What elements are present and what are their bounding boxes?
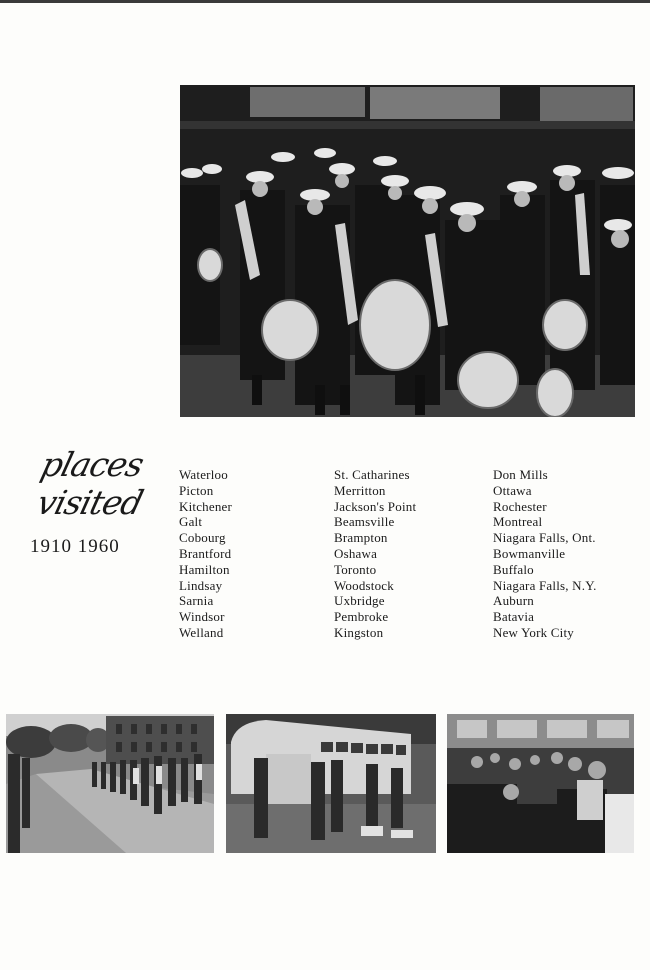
place-item: Woodstock [334,577,394,593]
places-column-3 [493,467,597,641]
place-item: Beamsville [334,514,395,530]
place-item: Pembroke [334,609,389,625]
place-item: Niagara Falls, Ont. [493,530,596,546]
place-item: Brantford [179,545,232,561]
place-item: Montreal [493,514,543,530]
place-item: Galt [179,514,203,530]
place-item: Sarnia [179,593,214,609]
place-item: Jackson's Point [334,498,417,514]
place-item: Niagara Falls, N.Y. [493,577,597,593]
place-item: Waterloo [179,467,228,482]
place-item: Toronto [334,561,377,577]
place-item: Brampton [334,530,388,546]
heading-line-1: places [37,445,148,484]
places-column-2 [334,467,416,641]
place-item: Oshawa [334,545,378,561]
bus-display-photo [226,714,436,853]
place-item: Ottawa [493,482,532,498]
place-item: New York City [493,624,574,640]
place-item: Uxbridge [334,593,385,609]
place-item: Lindsay [179,577,223,593]
place-item: Batavia [493,609,535,625]
place-item: Welland [179,624,224,640]
place-item: Kingston [334,624,384,640]
places-column-1 [179,467,232,641]
place-item: St. Catharines [334,467,410,482]
place-item: Don Mills [493,467,548,482]
place-item: Kitchener [179,498,233,514]
heading-line-2: visited [33,483,147,522]
place-item: Merritton [334,482,386,498]
heading-years: 1910 1960 [30,536,120,557]
place-item: Bowmanville [493,545,566,561]
place-item: Auburn [493,593,534,609]
place-item: Buffalo [493,561,534,577]
bus-interior-photo [447,714,634,853]
band-photo [180,85,635,417]
place-item: Windsor [179,609,225,625]
place-item: Picton [179,482,214,498]
page-top-edge [0,0,650,3]
parade-photo [6,714,214,853]
place-item: Rochester [493,498,547,514]
place-item: Hamilton [179,561,230,577]
place-item: Cobourg [179,530,226,546]
